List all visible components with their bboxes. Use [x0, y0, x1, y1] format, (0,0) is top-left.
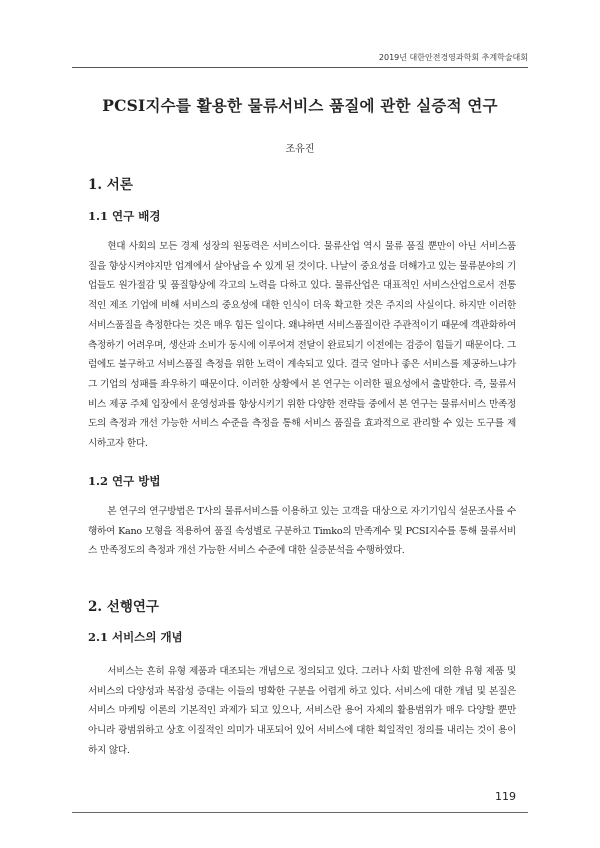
footer-divider — [72, 812, 528, 813]
paragraph-background: 현대 사회의 모든 경제 성장의 원동력은 서비스이다. 물류산업 역시 물류 품질 뿐만이 아닌 서비스품질을 향상시켜야지만 업계에서 살아남을 수 있게 된 것이다. 나날이 중요성을 더해가고 있는 물류분야의 기업들도 원가절감 및 품질향상에 각고의 노력을 다하고 있다. 물류산업은 대표적인 서비스산업으로서 전통적인 제조 기업에 비해 서비스의 중요성에 대한 인식이 더욱 확고한 것은 주지의 사실이다. 하지만 이러한 서비스품질을 측정한다는 것은 매우 힘든 일이다. 왜냐하면 서비스품질이란 주관적이기 때문에 객관화하여 측정하기 어려우며, 생산과 소비가 동시에 이루어져 전달이 완료되기 이전에는 검증이 힘들기 때문이다. 그럼에도 불구하고 서비스품질 측정을 위한 노력이 계속되고 있다. 결국 얼마나 좋은 서비스를 제공하느냐가 그 기업의 성패를 좌우하기 때문이다. 이러한 상황에서 본 연구는 이러한 필요성에서 출발한다. 즉, 물류서비스 제공 주체 입장에서 운영성과를 향상시키기 위한 다양한 전략들 중에서 본 연구는 물류서비스 만족정도의 측정과 개선 가능한 서비스 수준을 측정을 통해 서비스 품질을 효과적으로 관리할 수 있는 도구를 제시하고자 한다. — [88, 241, 516, 450]
conference-header: 2019년 대한안전경영과학회 추계학술대회 — [378, 53, 528, 62]
paper-title: PCSI지수를 활용한 물류서비스 품질에 관한 실증적 연구 — [102, 96, 498, 115]
subsection-heading-background: 1.1 연구 배경 — [88, 209, 161, 223]
header-divider — [72, 67, 528, 68]
page-number: 119 — [495, 790, 516, 803]
paragraph-service-concept: 서비스는 흔히 유형 제품과 대조되는 개념으로 정의되고 있다. 그러나 사회 발전에 의한 유형 제품 및 서비스의 다양성과 복잡성 증대는 이들의 명확한 구분을 어렵게 하고 있다. 서비스에 대한 개념 및 본질은 서비스 마케팅 이론의 기본적인 과제가 되고 있으나, 서비스란 용어 자체의 활용범위가 매우 다양할 뿐만 아니라 광범위하고 상호 이질적인 의미가 내포되어 있어 서비스에 대한 획일적인 정의를 내리는 것이 용이하지 않다. — [88, 666, 516, 756]
paragraph-method: 본 연구의 연구방법은 T사의 물류서비스를 이용하고 있는 고객을 대상으로 자기기입식 설문조사를 수행하여 Kano 모형을 적용하여 품질 속성별로 구분하고 Timko의 만족계수 및 PCSI지수를 통해 물류서비스 만족정도의 측정과 개선 가능한 서비스 수준에 대한 실증분석을 수행하였다. — [88, 506, 516, 557]
subsection-heading-service-concept: 2.1 서비스의 개념 — [88, 630, 183, 644]
subsection-heading-method: 1.2 연구 방법 — [88, 474, 161, 488]
author-name: 조유진 — [285, 144, 315, 155]
section-heading-literature-review: 2. 선행연구 — [88, 599, 159, 615]
section-heading-introduction: 1. 서론 — [88, 177, 133, 193]
